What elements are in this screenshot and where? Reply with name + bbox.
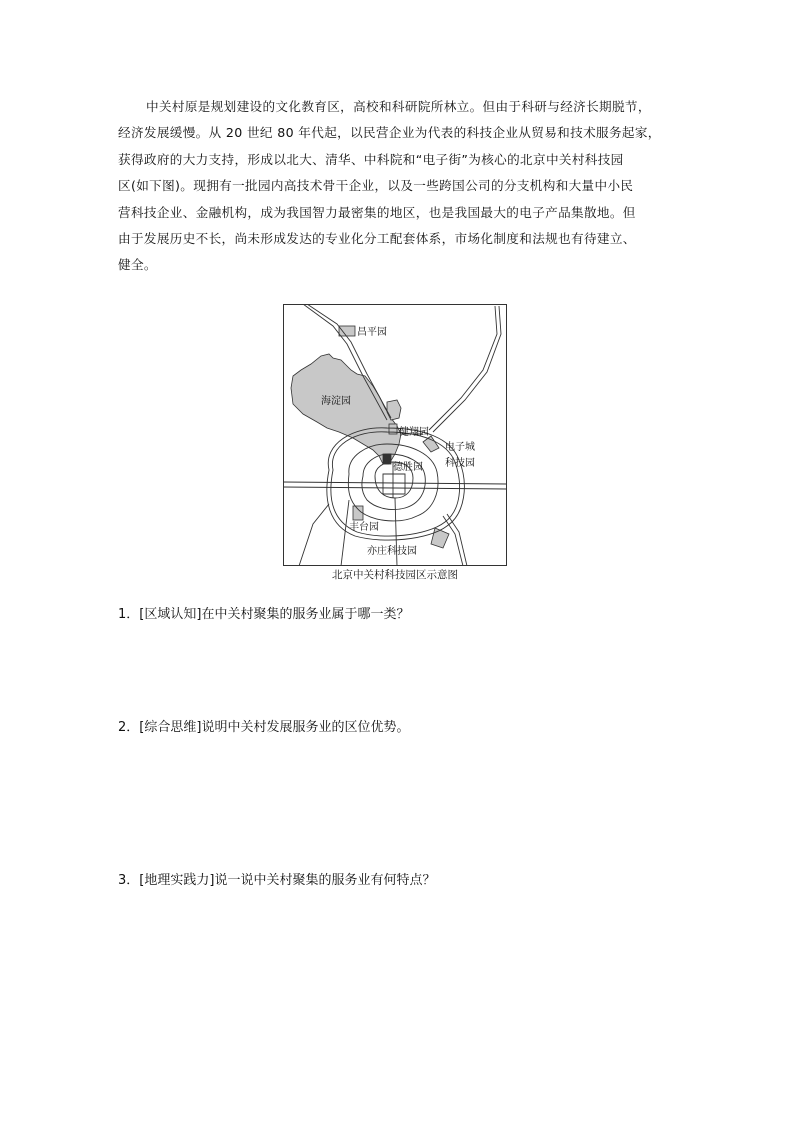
question-3	[118, 871, 684, 891]
question-2	[118, 718, 684, 738]
question-tag: [区域认知]	[139, 607, 202, 622]
label-changping: 昌平园	[357, 327, 387, 338]
fengtai-park	[353, 506, 363, 520]
question-text: 在中关村聚集的服务业属于哪一类？	[201, 607, 410, 622]
yizhuang-park	[431, 528, 449, 548]
question-number: 3．	[118, 873, 140, 888]
question-tag: [综合思维]	[139, 720, 202, 735]
question-number: 2．	[118, 720, 140, 735]
question-tag: [地理实践力]	[139, 873, 215, 888]
label-yizhuang: 亦庄科技园	[367, 546, 417, 557]
label-haidian: 海淀园	[321, 396, 351, 407]
haidian-park	[291, 354, 401, 464]
zhongguancun-map	[283, 304, 507, 566]
haidian-east	[387, 400, 401, 420]
map-caption: 北京中关村科技园区示意图	[332, 569, 458, 581]
map-svg	[283, 304, 507, 566]
label-fengtai: 丰台园	[349, 522, 379, 533]
label-dianzicheng-2: 科技园	[445, 458, 475, 469]
label-desheng: 德胜园	[393, 462, 423, 473]
question-number: 1．	[118, 607, 140, 622]
reading-passage	[118, 94, 684, 279]
question-1	[118, 605, 684, 625]
question-text: 说一说中关村聚集的服务业有何特点？	[214, 873, 436, 888]
passage-line: 经济发展缓慢。从 20 世纪 80 年代起，以民营企业为代表的科技企业从贸易和技术服务起家，	[118, 125, 661, 141]
changping-park	[339, 326, 355, 336]
passage-line: 营科技企业、金融机构，成为我国智力最密集的地区，也是我国最大的电子产品集散地。但	[118, 204, 636, 220]
passage-line: 区(如下图)。现拥有一批园内高技术骨干企业，以及一些跨国公司的分支机构和大量中小民	[118, 178, 634, 194]
passage-line: 由于发展历史不长，尚未形成发达的专业化分工配套体系，市场化制度和法规也有待建立、	[118, 231, 636, 247]
passage-line: 健全。	[118, 257, 157, 273]
dianzicheng-park	[423, 436, 439, 452]
passage-line: 中关村原是规划建设的文化教育区，高校和科研院所林立。但由于科研与经济长期脱节，	[146, 99, 651, 114]
question-text: 说明中关村发展服务业的区位优势。	[201, 720, 410, 735]
passage-line: 获得政府的大力支持，形成以北大、清华、中科院和“电子街”为核心的北京中关村科技园	[118, 151, 624, 167]
label-jianxiang: 健翔园	[399, 427, 429, 438]
label-dianzicheng-1: 电子城	[445, 442, 475, 453]
